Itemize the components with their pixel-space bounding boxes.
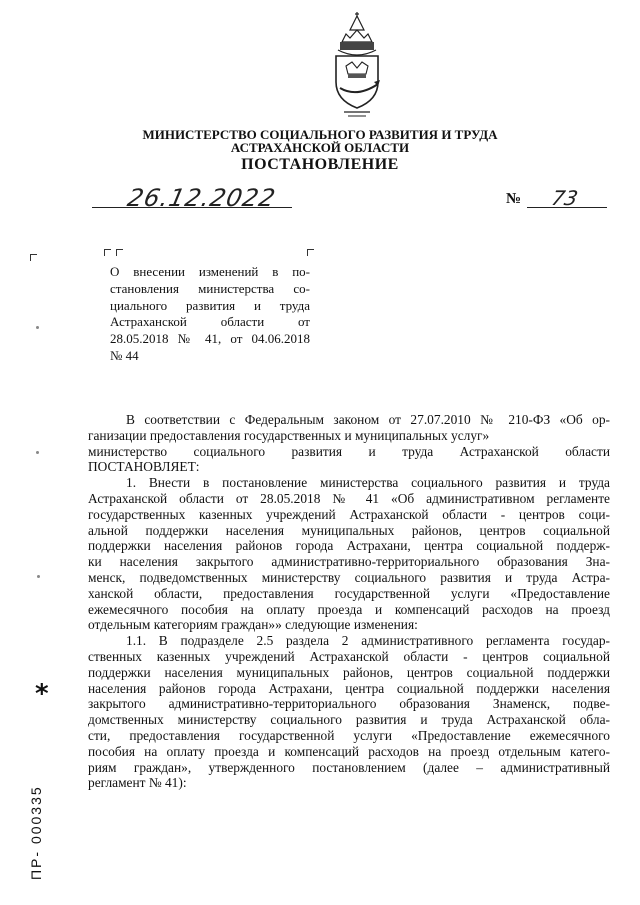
- body-line: ежемесячного пособия на оплату проезда и компенсаций расходов на проезд: [88, 601, 610, 617]
- subject-line: № 44: [110, 347, 139, 363]
- subject-line: циального развития и труда: [110, 297, 310, 313]
- body-line: поддержки населения районов города Астрахани, центра социальной поддерж-: [88, 538, 610, 554]
- body-line: альной поддержки населения муниципальных районов, центров социальной: [88, 522, 610, 538]
- body-line: В соответствии с Федеральным законом от 27.07.2010 № 210-ФЗ «Об ор-: [126, 412, 610, 427]
- handwritten-number: 73: [549, 186, 581, 210]
- ministry-name: МИНИСТЕРСТВО СОЦИАЛЬНОГО РАЗВИТИЯ И ТРУДА: [142, 127, 498, 142]
- date-underline: [92, 207, 292, 208]
- document-type-title: ПОСТАНОВЛЕНИЕ: [241, 156, 399, 173]
- body-line: сти, предоставления государственной услуги «Предоставление ежемесячного: [88, 727, 610, 743]
- document-body: [88, 412, 610, 791]
- body-line: риям граждан», утвержденного постановлением (далее – административный: [88, 759, 610, 775]
- subject-line: 28.05.2018 № 41, от 04.06.2018: [110, 331, 310, 347]
- subject-line: О внесении изменений в по-: [110, 264, 310, 279]
- region-name: АСТРАХАНСКОЙ ОБЛАСТИ: [230, 140, 410, 155]
- scan-speck: [36, 326, 39, 329]
- body-line: домственных министерству социального развития и труда Астраханской обла-: [88, 712, 610, 728]
- margin-registration-code: ПР- 000335: [28, 785, 44, 880]
- body-line: ханской области, предоставления государственной услуги «Предоставление: [88, 585, 610, 601]
- body-line: пособия на оплату проезда и компенсаций расходов на проезд отдельным катего-: [88, 743, 610, 759]
- scan-speck: [37, 575, 40, 578]
- number-underline: [527, 207, 607, 208]
- body-line: 1.1. В подразделе 2.5 раздела 2 административного регламента государ-: [126, 633, 610, 649]
- body-line: ПОСТАНОВЛЯЕТ:: [88, 459, 200, 475]
- body-line: отдельным категориям граждан»» следующие изменения:: [88, 617, 418, 633]
- body-line: менск, подведомственных министерству социального развития и труда Астра-: [88, 569, 610, 585]
- document-subject: [110, 264, 310, 365]
- corner-mark: [307, 249, 314, 256]
- number-label: №: [506, 191, 522, 207]
- coat-of-arms-emblem: [328, 12, 386, 122]
- body-line: министерство социального развития и труда Астраханской области: [88, 443, 610, 459]
- subject-line: становления министерства со-: [110, 280, 310, 296]
- body-line: населения районов города Астрахани, центра социальной поддержки населения: [88, 680, 610, 696]
- corner-mark: [116, 249, 123, 256]
- body-line: Астраханской области от 28.05.2018 № 41 «Об административном регламенте: [88, 490, 610, 506]
- margin-asterisk: *: [35, 679, 49, 709]
- body-line: закрытого административно-территориального образования Знаменск, подве-: [88, 696, 610, 712]
- body-line: государственных казенных учреждений Астраханской области - центров соци-: [88, 506, 610, 522]
- body-line: ганизации предоставления государственных и муниципальных услуг»: [88, 427, 490, 443]
- body-line: поддержки населения муниципальных районов, центров социальной поддержки: [88, 664, 610, 680]
- handwritten-date: 26.12.2022: [125, 184, 279, 212]
- corner-mark: [30, 254, 37, 261]
- scan-speck: [36, 451, 39, 454]
- body-line: ственных казенных учреждений Астраханской области - центров социальной: [88, 648, 610, 664]
- corner-mark: [104, 249, 111, 256]
- body-line: 1. Внести в постановление министерства социального развития и труда: [126, 475, 610, 491]
- body-line: регламент № 41):: [88, 775, 187, 791]
- subject-line: Астраханской области от: [110, 314, 310, 330]
- body-line: ки населения закрытого административно-территориального образования Зна-: [88, 554, 610, 570]
